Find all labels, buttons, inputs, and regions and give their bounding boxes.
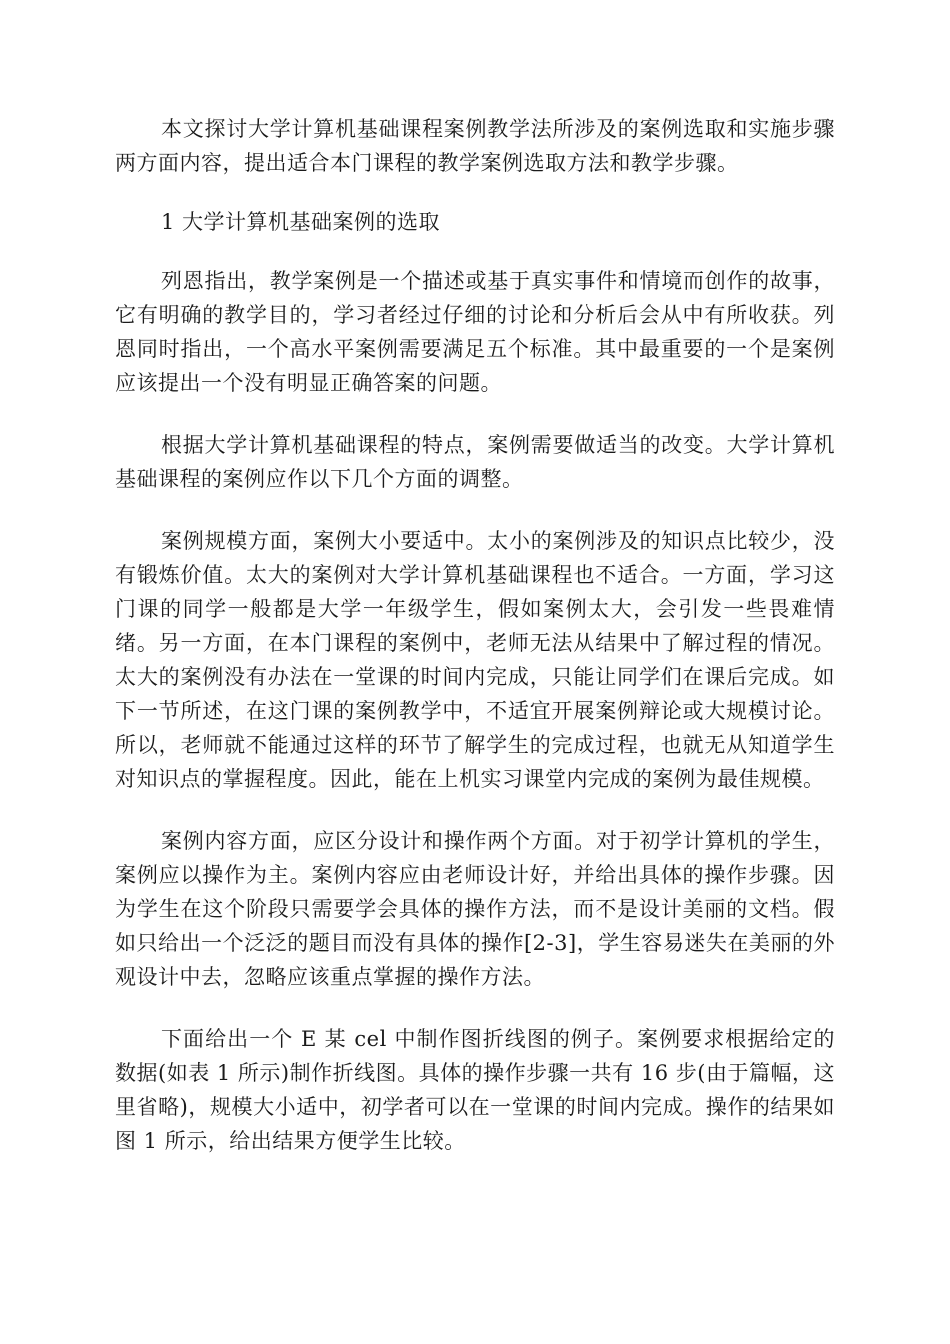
- intro-paragraph: 本文探讨大学计算机基础课程案例教学法所涉及的案例选取和实施步骤两方面内容，提出适合本门课程的教学案例选取方法和教学步骤。: [115, 117, 835, 175]
- section-heading: 1 大学计算机基础案例的选取: [161, 210, 441, 234]
- document-body: [115, 112, 835, 1158]
- body-paragraph: 案例规模方面，案例大小要适中。太小的案例涉及的知识点比较少，没有锻炼价值。太大的案例对大学计算机基础课程也不适合。一方面，学习这门课的同学一般都是大学一年级学生，假如案例太大，会引发一些畏难情绪。另一方面，在本门课程的案例中，老师无法从结果中了解过程的情况。太大的案例没有办法在一堂课的时间内完成，只能让同学们在课后完成。如下一节所述，在这门课的案例教学中，不适宜开展案例辩论或大规模讨论。所以，老师就不能通过这样的环节了解学生的完成过程，也就无从知道学生对知识点的掌握程度。因此，能在上机实习课堂内完成的案例为最佳规模。: [115, 529, 835, 791]
- body-paragraph: 列恩指出，教学案例是一个描述或基于真实事件和情境而创作的故事，它有明确的教学目的，学习者经过仔细的讨论和分析后会从中有所收获。列恩同时指出，一个高水平案例需要满足五个标准。其中最重要的一个是案例应该提出一个没有明显正确答案的问题。: [115, 269, 835, 395]
- body-paragraph: 案例内容方面，应区分设计和操作两个方面。对于初学计算机的学生，案例应以操作为主。案例内容应由老师设计好，并给出具体的操作步骤。因为学生在这个阶段只需要学会具体的操作方法，而不是设计美丽的文档。假如只给出一个泛泛的题目而没有具体的操作[2-3]，学生容易迷失在美丽的外观设计中去，忽略应该重点掌握的操作方法。: [115, 829, 835, 989]
- body-paragraph: 下面给出一个 E 某 cel 中制作图折线图的例子。案例要求根据给定的数据(如表 1 所示)制作折线图。具体的操作步骤一共有 16 步(由于篇幅，这里省略)，规模大小适中，初学者可以在一堂课的时间内完成。操作的结果如图 1 所示，给出结果方便学生比较。: [115, 1027, 835, 1153]
- body-paragraph: 根据大学计算机基础课程的特点，案例需要做适当的改变。大学计算机基础课程的案例应作以下几个方面的调整。: [115, 433, 835, 491]
